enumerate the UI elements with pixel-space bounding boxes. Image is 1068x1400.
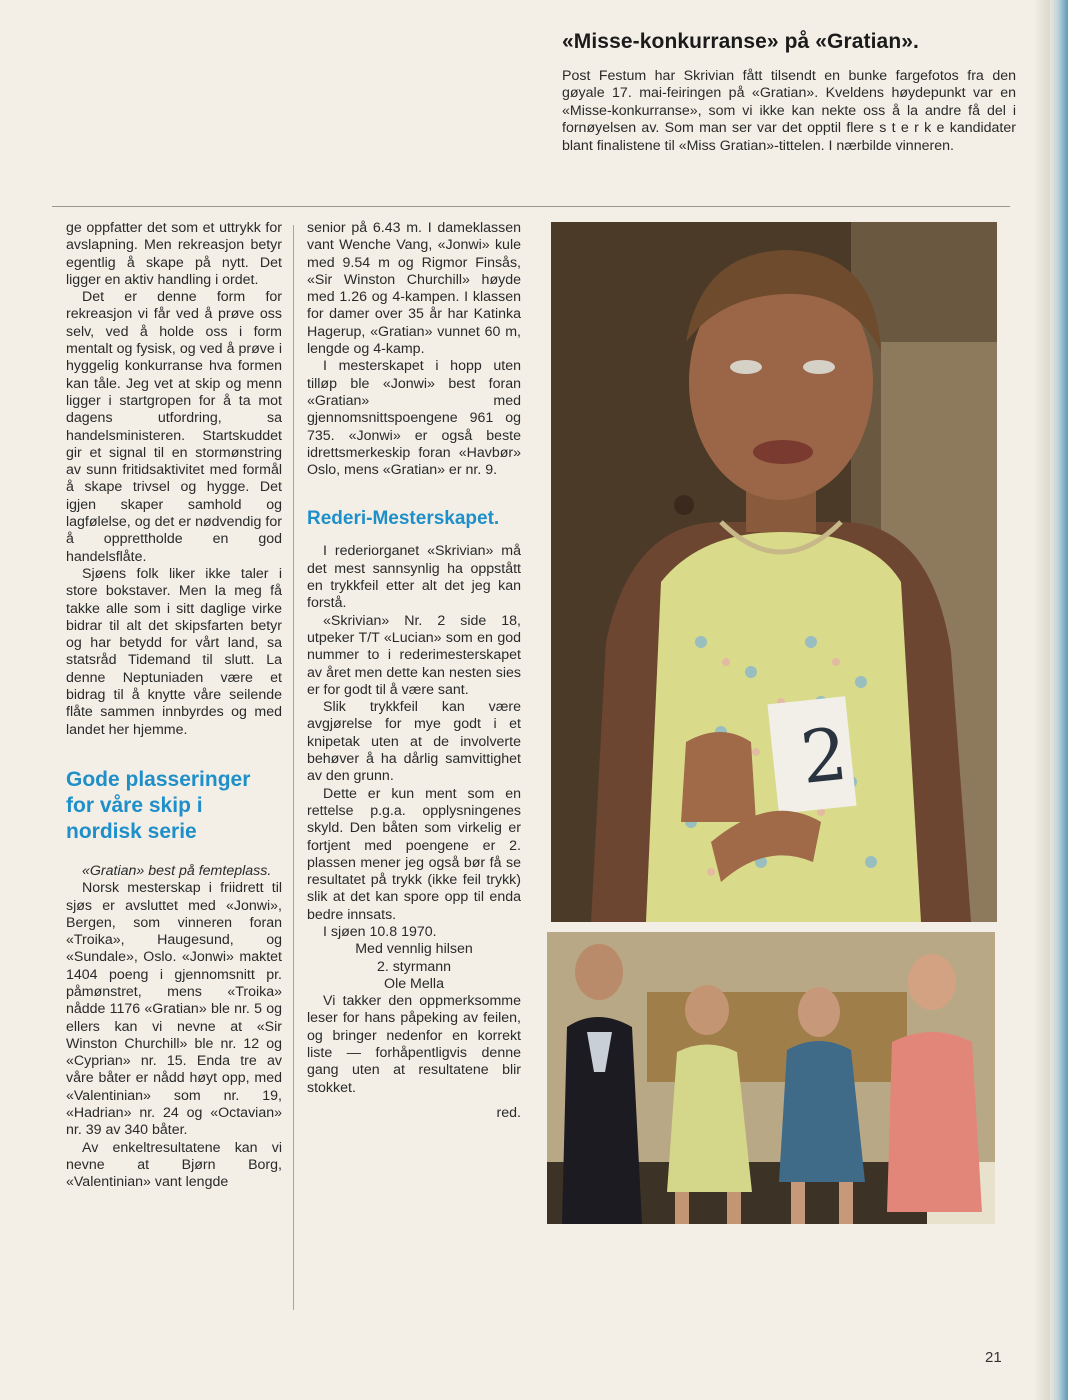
article-frame-line xyxy=(52,206,1010,207)
paragraph: «Skrivian» Nr. 2 side 18, utpeker T/T «Lucian» som en god nummer to i rederimesterskapet av året men dette kan nesten sies er for godt til å være sant. xyxy=(307,612,521,698)
paragraph: I mesterskapet i hopp uten tilløp ble «Jonwi» best foran «Gratian» med gjennomsnittspoengene 961 og 735. «Jonwi» er også beste idrettsmerkeskip foran «Havbør» Oslo, mens «Gratian» er nr. 9. xyxy=(307,358,521,479)
paragraph: I rederiorganet «Skrivian» må det mest sannsynlig ha oppstått en trykkfeil etter alt det jeg kan forstå. xyxy=(307,543,521,612)
paragraph: Sjøens folk liker ikke taler i store bokstaver. Men la meg få takke alle som i sitt daglige virke bidrar til alt det skipsfarten betyr og har betydd for vårt land, sa statsråd Tidemand til slutt. La denne Neptuniaden være et bidrag til å knytte våre seilende flåte sammen innbyrdes og med landet her hjemme. xyxy=(66,565,282,738)
paragraph: Dette er kun ment som en rettelse p.g.a. opplysningenes skyld. Den båten som virkelig er fortjent med poengene er 2. plassen mener jeg også bør få se resultatet på trykk (ikke feil trykk) slik at det kan spore opp til enda bedre innsats. xyxy=(307,785,521,923)
winner-portrait-photo xyxy=(551,222,997,922)
signoff-line: 2. styrmann xyxy=(376,958,452,975)
signoff-line: Med vennlig hilsen xyxy=(355,941,473,958)
intro-text: Post Festum har Skrivian fått tilsendt en bunke fargefotos fra den gøyale 17. mai-feiringen på «Gratian». Kveldens høydepunkt var en «Misse-konkurranse», som vi ikke kan nekte oss å la andre få del i fornøyelsen av. Som man ser var det opptil flere s t e r k e kandidater blant finalistene til «Miss Gratian»-tittelen. I nærbilde vinneren. xyxy=(562,68,1016,154)
intro-box xyxy=(562,30,1016,155)
contestant-number-card: 2 xyxy=(796,711,852,800)
letter-date: I sjøen 10.8 1970. xyxy=(323,923,437,940)
article-column-2 xyxy=(307,220,521,1122)
signoff-line: Ole Mella xyxy=(384,975,444,992)
paragraph: senior på 6.43 m. I dameklassen vant Wenche Vang, «Jonwi» kule med 9.54 m og Rigmor Finsås, «Sir Winston Churchill» høyde med 1.26 og 4-kampen. I klassen for damer over 35 år har Katinka Hagerup, «Gratian» vunnet 60 m, lengde og 4-kamp. xyxy=(307,220,521,358)
winner-portrait-illustration xyxy=(551,222,997,922)
column-divider xyxy=(293,225,294,1310)
article-column-1 xyxy=(66,220,282,1192)
section-heading-nordic-series: Gode plasseringer for våre skip i nordisk serie xyxy=(66,767,251,843)
section-heading-rederi-mesterskapet: Rederi-Mesterskapet. xyxy=(307,508,500,530)
finalists-illustration xyxy=(547,932,995,1224)
page-gutter-shadow xyxy=(1034,0,1050,1400)
subheading: «Gratian» best på femteplass. xyxy=(82,862,272,879)
intro-title: «Misse-konkurranse» på «Gratian». xyxy=(562,30,919,53)
paragraph: Norsk mesterskap i friidrett til sjøs er avsluttet med «Jonwi», Bergen, som vinneren foran «Troika», Haugesund, og «Sundale», Oslo. «Jonwi» maktet 1404 poeng i gjennomsnitt pr. påmønstret, mens «Troika» nådde 1176 «Gratian» ble nr. 5 og ellers kan vi nevne at «Sir Winston Churchill» ble nr. 12 og «Cyprian» nr. 15. Enda tre av våre båter er nådd høyt opp, med «Valentinian» som nr. 19, «Hadrian» nr. 24 og «Octavian» nr. 39 av 340 båter. xyxy=(66,880,282,1139)
magazine-spine xyxy=(1050,0,1068,1400)
page-number: 21 xyxy=(985,1349,1002,1366)
editor-sign: red. xyxy=(496,1104,521,1121)
finalists-group-photo xyxy=(547,932,995,1224)
paragraph: ge oppfatter det som et uttrykk for avslapning. Men rekreasjon betyr egentlig å skape på nytt. Det ligger en aktiv handling i ordet. xyxy=(66,220,282,288)
paragraph: Det er denne form for rekreasjon vi får ved å prøve oss selv, ved å holde oss i form mentalt og fysisk, og ved å prøve i hyggelig konkurranse hva formen kan tåle. Jeg vet at skip og menn ligger i startgropen for å ta mot dagens utfordring, sa handelsministeren. Startskuddet gir et signal til en stormønstring av sunn fritidsaktivitet med formål å skape trivsel og hygge. Det igjen skaper samhold og lagfølelse, og det er nødvendig for å opprettholde en god handelsflåte. xyxy=(66,289,282,565)
paragraph: Vi takker den oppmerksomme leser for hans påpeking av feilen, og bringer nedenfor en korrekt liste — forhåpentligvis denne gang uten at resultatene blir stokket. xyxy=(307,993,521,1096)
paragraph: Av enkeltresultatene kan vi nevne at Bjørn Borg, «Valentinian» vant lengde xyxy=(66,1139,282,1191)
paragraph: Slik trykkfeil kan være avgjørelse for mye godt i et knipetak uten at de involverte behøver å ha dårlig samvittighet av den grunn. xyxy=(307,699,521,785)
